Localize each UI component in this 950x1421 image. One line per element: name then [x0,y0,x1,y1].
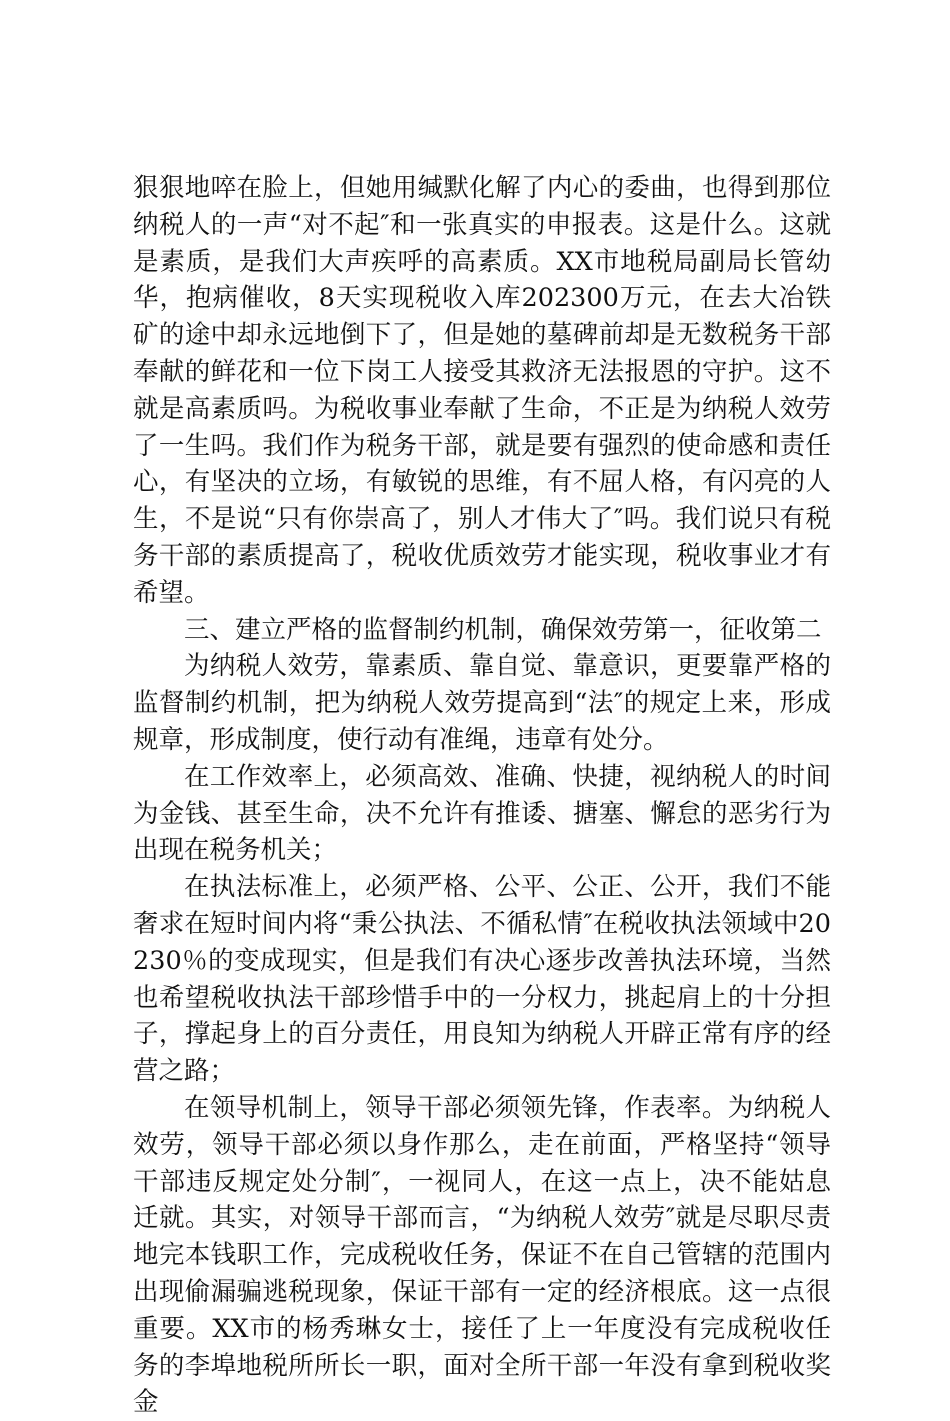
paragraph-5: 在领导机制上，领导干部必须领先锋，作表率。为纳税人效劳，领导干部必须以身作那么，走在前面，严格坚持“领导干部违反规定处分制″，一视同人，在这一点上，决不能姑息迁就。其实，对领导干部而言，“为纳税人效劳″就是尽职尽责地完本钱职工作，完成税收任务，保证不在自己管辖的范围内出现偷漏骗逃税现象，保证干部有一定的经济根底。这一点很重要。XX市的杨秀琳女士，接任了上一年度没有完成税收任务的李埠地税所所长一职，面对全所干部一年没有拿到税收奖金 [133,1092,831,1418]
paragraph-1: 狠狠地啐在脸上，但她用缄默化解了内心的委曲，也得到那位纳税人的一声“对不起″和一张真实的申报表。这是什么。这就是素质，是我们大声疾呼的高素质。XX市地税局副局长管幼华，抱病催收，8天实现税收入库202300万元，在去大冶铁矿的途中却永远地倒下了，但是她的墓碑前却是无数税务干部奉献的鲜花和一位下岗工人接受其救济无法报恩的守护。这不就是高素质吗。为税收事业奉献了生命，不正是为纳税人效劳了一生吗。我们作为税务干部，就是要有强烈的使命感和责任心，有坚决的立场，有敏锐的思维，有不屈人格，有闪亮的人生，不是说“只有你崇高了，别人才伟大了″吗。我们说只有税务干部的素质提高了，税收优质效劳才能实现，税收事业才有希望。 [133,173,831,608]
paragraph-3: 在工作效率上，必须高效、准确、快捷，视纳税人的时间为金钱、甚至生命，决不允许有推诿、搪塞、懈怠的恶劣行为出现在税务机关； [133,761,831,866]
section-heading: 三、建立严格的监督制约机制，确保效劳第一，征收第二 [184,614,822,645]
paragraph-4: 在执法标准上，必须严格、公平、公正、公开，我们不能奢求在短时间内将“秉公执法、不循私情″在税收执法领域中20230％的变成现实，但是我们有决心逐步改善执法环境，当然也希望税收执法干部珍惜手中的一分权力，挑起肩上的十分担子，撑起身上的百分责任，用良知为纳税人开辟正常有序的经营之路； [133,872,831,1087]
paragraph-2: 为纳税人效劳，靠素质、靠自觉、靠意识，更要靠严格的监督制约机制，把为纳税人效劳提高到“法″的规定上来，形成规章，形成制度，使行动有准绳，违章有处分。 [133,651,831,755]
document-body [133,170,831,1421]
